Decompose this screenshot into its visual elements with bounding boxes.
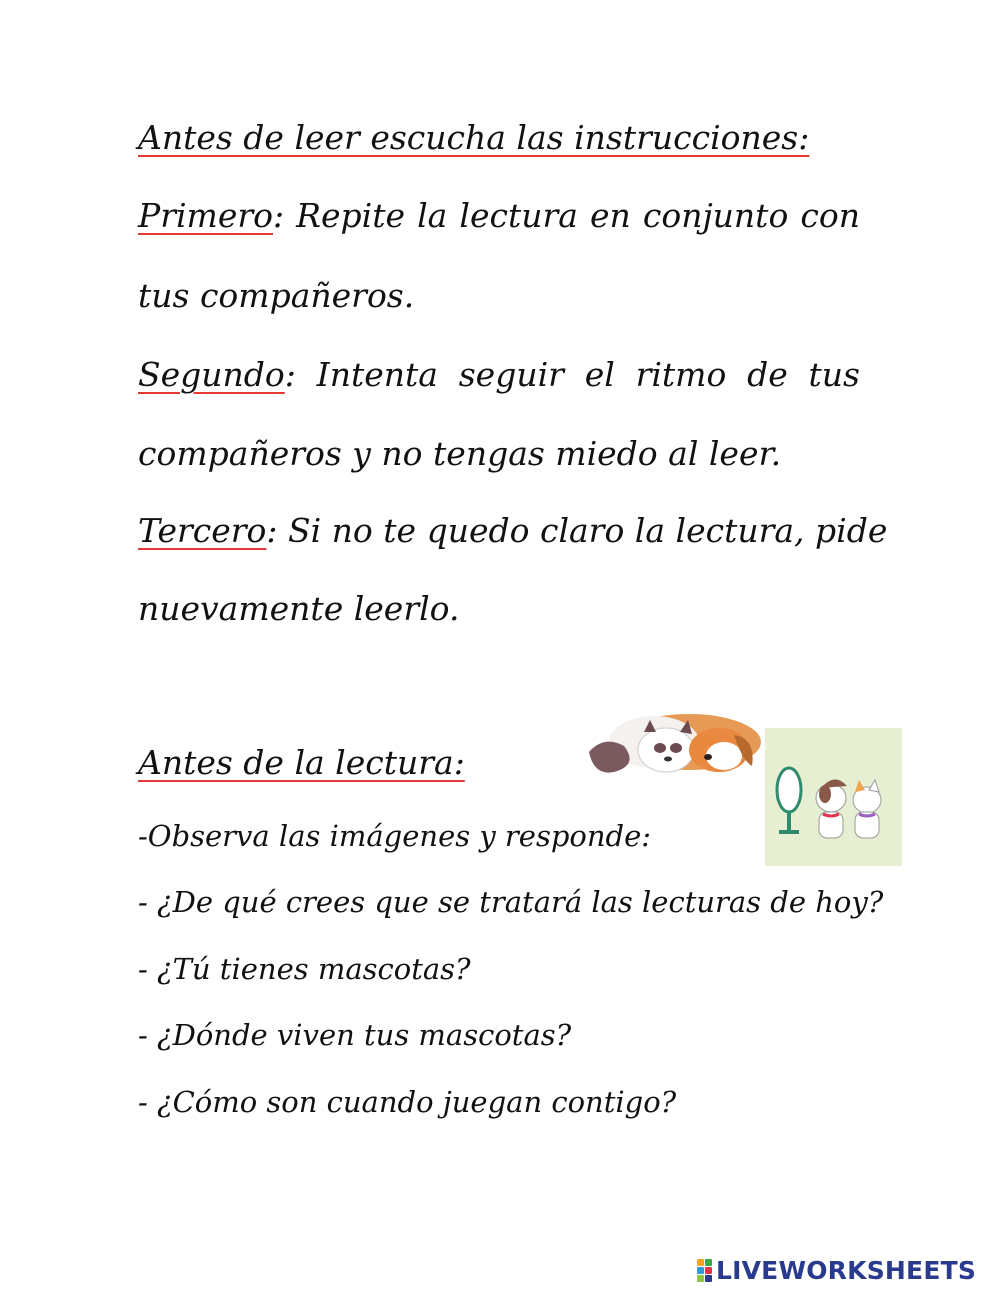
instruction-second-line1 [138, 355, 860, 395]
third-label: Tercero [138, 511, 267, 550]
instruction-first-line1 [138, 196, 860, 236]
instruction-second-line2: compañeros y no tengas miedo al leer. [138, 434, 782, 473]
question-4: - ¿Cómo son cuando juegan contigo? [138, 1085, 677, 1119]
sleeping-pets-image [584, 680, 766, 788]
third-text: : Si no te quedo claro la lectura, pide [266, 511, 888, 550]
logo-mark-icon [697, 1259, 712, 1282]
question-3: - ¿Dónde viven tus mascotas? [138, 1018, 572, 1052]
question-1: - ¿De qué crees que se tratará las lecturas de hoy? [138, 885, 884, 919]
first-label: Primero [138, 196, 273, 235]
second-text: : Intenta seguir el ritmo de tus [284, 355, 860, 394]
liveworksheets-logo [697, 1256, 976, 1285]
instruction-third-line1 [138, 511, 888, 551]
instructions-heading: Antes de leer escucha las instrucciones: [138, 118, 810, 157]
second-label: Segundo [138, 355, 285, 394]
first-text: : Repite la lectura en conjunto con [273, 196, 860, 235]
instruction-first-line2: tus compañeros. [138, 276, 415, 315]
instruction-third-line2: nuevamente leerlo. [138, 589, 460, 628]
logo-text: LIVEWORKSHEETS [716, 1256, 977, 1285]
question-2: - ¿Tú tienes mascotas? [138, 952, 471, 986]
pets-fan-image [765, 728, 902, 866]
observe-prompt: -Observa las imágenes y responde: [138, 819, 652, 853]
before-reading-heading: Antes de la lectura: [138, 743, 465, 782]
